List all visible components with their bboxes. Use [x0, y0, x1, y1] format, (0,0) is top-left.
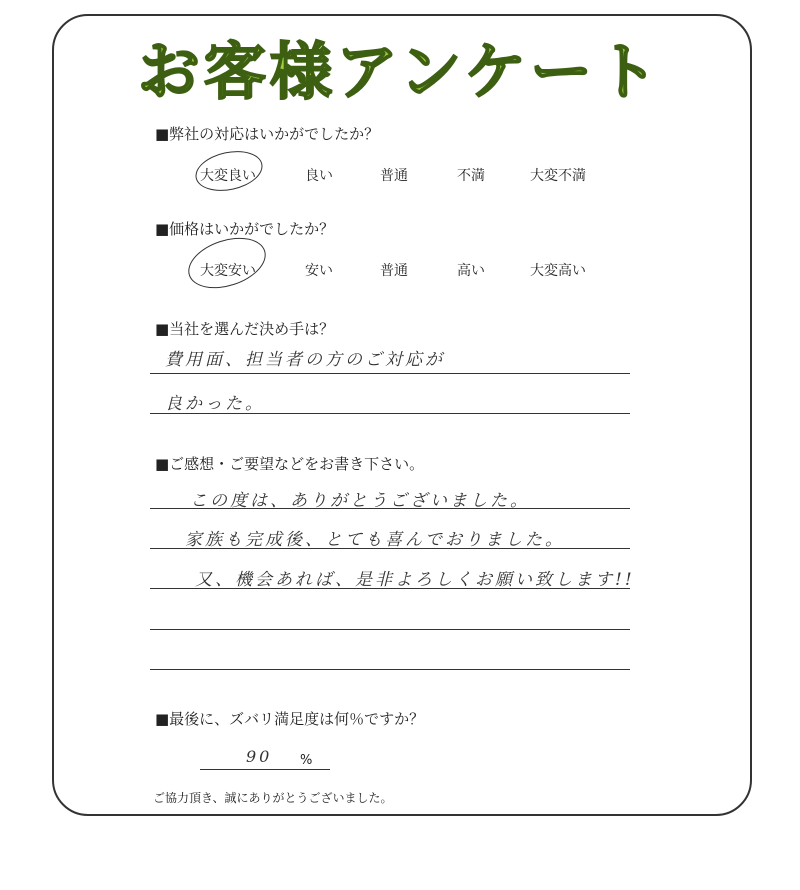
question-price: ■価格はいかがでしたか？	[155, 220, 335, 238]
answer-line	[150, 669, 630, 670]
answer-line	[150, 373, 630, 374]
option-price-cheap[interactable]: 安い	[305, 263, 333, 279]
survey-title: お客様アンケート	[137, 35, 663, 108]
answer-line	[150, 508, 630, 509]
reason-answer-line-1: 費用面、担当者の方のご対応が	[165, 350, 445, 370]
comment-line-3: 又、機会あれば、是非よろしくお願い致します!!	[195, 570, 635, 590]
option-price-normal[interactable]: 普通	[380, 263, 408, 279]
answer-line	[150, 629, 630, 630]
answer-line	[150, 588, 630, 589]
option-price-very-expensive[interactable]: 大変高い	[530, 263, 586, 279]
option-price-expensive[interactable]: 高い	[457, 263, 485, 279]
reason-answer-line-2: 良かった。	[165, 394, 265, 414]
comment-line-1: この度は、ありがとうございました。	[190, 491, 530, 511]
satisfaction-line	[200, 769, 330, 770]
answer-line	[150, 548, 630, 549]
satisfaction-value: 90	[246, 747, 273, 766]
satisfaction-unit: %	[300, 753, 313, 768]
thank-you-note: ご協力頂き、誠にありがとうございました。	[153, 791, 393, 805]
question-reason: ■当社を選んだ決め手は？	[155, 320, 335, 338]
question-satisfaction: ■最後に、ズバリ満足度は何％ですか？	[155, 710, 425, 728]
option-service-dissatisfied[interactable]: 不満	[457, 168, 485, 184]
option-service-very-dissatisfied[interactable]: 大変不満	[530, 168, 586, 184]
question-comments: ■ご感想・ご要望などをお書き下さい。	[155, 455, 425, 473]
answer-line	[150, 413, 630, 414]
comment-line-2: 家族も完成後、とても喜んでおりました。	[185, 530, 565, 550]
question-service: ■弊社の対応はいかがでしたか？	[155, 125, 380, 143]
option-service-good[interactable]: 良い	[305, 168, 333, 184]
option-price-very-cheap[interactable]: 大変安い	[200, 263, 256, 279]
option-service-normal[interactable]: 普通	[380, 168, 408, 184]
option-service-very-good[interactable]: 大変良い	[200, 168, 256, 184]
